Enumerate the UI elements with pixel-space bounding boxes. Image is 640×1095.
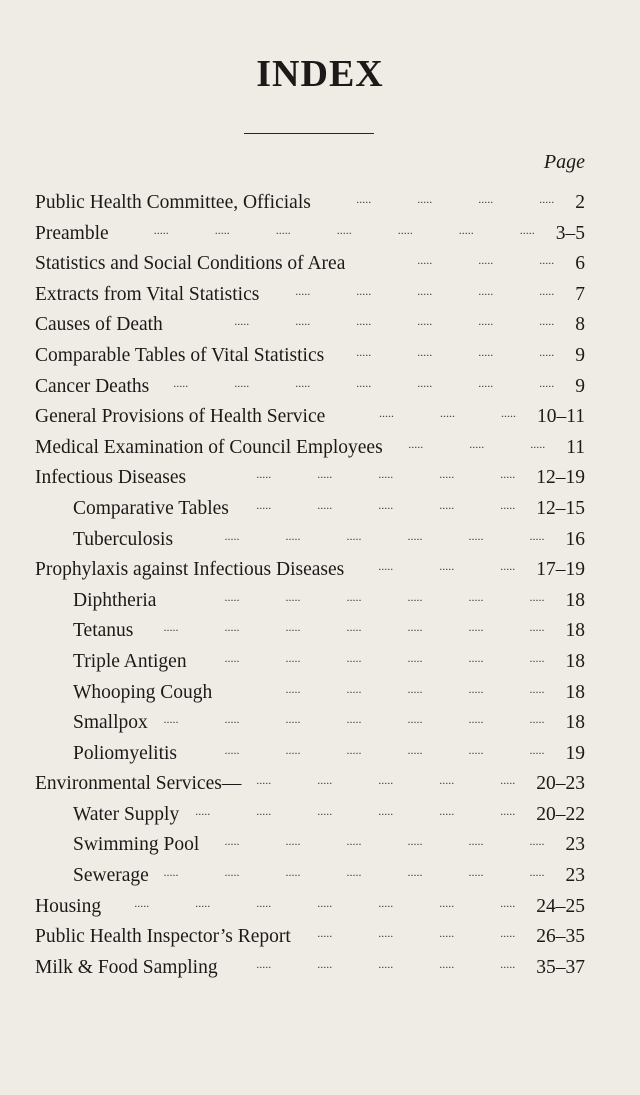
leader-dot-group: ..... — [539, 192, 555, 206]
leader-dot-group: ..... — [256, 895, 272, 910]
leader-dot-group: ..... — [417, 192, 433, 206]
leader-dot-group: ..... — [378, 895, 394, 910]
leader-dot-group: ..... — [439, 956, 455, 971]
index-entry — [0, 953, 640, 984]
leader-dot-group: ..... — [417, 314, 433, 329]
index-entry-page: 9 — [575, 344, 585, 366]
leader-dot-group: ..... — [478, 314, 494, 329]
leader-dot-group: ..... — [317, 926, 333, 941]
index-entry-page: 23 — [565, 834, 585, 856]
leader-dot-group: ..... — [407, 681, 423, 696]
index-entry-page: 12–15 — [536, 497, 585, 519]
index-entry-page: 24–25 — [536, 895, 585, 917]
index-entry-page: 17–19 — [536, 559, 585, 581]
index-entry-page: 23 — [565, 865, 585, 887]
index-entry-label: Comparable Tables of Vital Statistics — [35, 344, 325, 366]
leader-dot-group: ..... — [173, 375, 189, 390]
index-list — [0, 188, 640, 983]
leader-dot-group: ..... — [529, 650, 545, 665]
index-entry-page: 12–19 — [536, 467, 585, 489]
leader-dot-group: ..... — [378, 926, 394, 941]
leader-dot-group: ..... — [214, 222, 230, 237]
leader-dot-group: ..... — [195, 803, 211, 818]
leader-dot-group: ..... — [317, 773, 333, 788]
leader-dot-group: ..... — [285, 681, 301, 696]
page-column-heading: Page — [543, 151, 585, 173]
leader-dot-group: ..... — [417, 375, 433, 390]
index-entry-label: Causes of Death — [35, 314, 163, 336]
leader-dot-group: ..... — [500, 773, 516, 788]
leader-dot-group: ..... — [285, 865, 301, 880]
leader-dot-group: ..... — [529, 742, 545, 757]
leader-dot-group: ..... — [275, 222, 291, 237]
leader-dot-group: ..... — [439, 559, 455, 574]
leader-dot-group: ..... — [224, 865, 240, 880]
leader-dot-group: ..... — [539, 253, 555, 268]
leader-dot-group: ..... — [285, 528, 301, 543]
index-entry-label: Prophylaxis against Infectious Diseases — [35, 559, 345, 581]
leader-dot-group: ..... — [346, 742, 362, 757]
leader-dot-group: ..... — [346, 712, 362, 727]
leader-dot-group: ..... — [356, 192, 372, 206]
index-entry-label: Public Health Inspector’s Report — [35, 926, 291, 948]
leader-dot-group: ..... — [295, 283, 311, 298]
index-entry-label: Milk & Food Sampling — [35, 956, 218, 978]
leader-dot-group: ..... — [500, 926, 516, 941]
leader-dot-group: ..... — [134, 895, 150, 910]
leader-dot-group: ..... — [468, 865, 484, 880]
title-rule — [244, 133, 374, 134]
leader-dot-group: ..... — [478, 344, 494, 359]
leader-dot-group: ..... — [478, 283, 494, 298]
leader-dot-group: ..... — [378, 467, 394, 482]
leader-dot-group: ..... — [346, 865, 362, 880]
index-entry-page: 3–5 — [555, 222, 585, 244]
leader-dot-group: ..... — [285, 589, 301, 604]
leader-dot-group: ..... — [407, 589, 423, 604]
leader-dot-group: ..... — [539, 283, 555, 298]
leader-dot-group: ..... — [468, 834, 484, 849]
leader-dot-group: ..... — [407, 742, 423, 757]
index-entry-page: 18 — [565, 650, 585, 672]
leader-dot-group: ..... — [439, 497, 455, 512]
leader-dot-group: ..... — [224, 742, 240, 757]
leader-dot-group: ..... — [500, 467, 516, 482]
leader-dot-group: ..... — [317, 956, 333, 971]
leader-dot-group: ..... — [224, 834, 240, 849]
index-entry-label: Comparative Tables — [73, 497, 229, 519]
leader-dot-group: ..... — [224, 528, 240, 543]
leader-dot-group: ..... — [500, 497, 516, 512]
leader-dot-group: ..... — [468, 528, 484, 543]
index-entry-label: Water Supply — [73, 803, 180, 825]
leader-dot-group: ..... — [346, 681, 362, 696]
index-entry-page: 9 — [575, 375, 585, 397]
leader-dot-group: ..... — [224, 589, 240, 604]
leader-dot-group: ..... — [529, 589, 545, 604]
leader-dot-group: ..... — [378, 803, 394, 818]
leader-dot-group: ..... — [500, 895, 516, 910]
index-entry — [0, 525, 640, 556]
leader-dot-group: ..... — [346, 620, 362, 635]
leader-dot-group: ..... — [317, 467, 333, 482]
page-title: INDEX — [256, 53, 384, 95]
leader-dot-group: ..... — [336, 222, 352, 237]
index-entry-page: 18 — [565, 681, 585, 703]
leader-dot-group: ..... — [346, 528, 362, 543]
leader-dot-group: ..... — [539, 314, 555, 329]
leader-dot-group: ..... — [439, 773, 455, 788]
leader-dot-group: ..... — [224, 712, 240, 727]
index-entry-page: 16 — [565, 528, 585, 550]
index-entry-page: 20–22 — [536, 803, 585, 825]
leader-dot-group: ..... — [478, 192, 494, 206]
leader-dot-group: ..... — [407, 834, 423, 849]
index-entry — [0, 372, 640, 403]
leader-dot-group: ..... — [346, 650, 362, 665]
index-entry-page: 10–11 — [536, 406, 585, 428]
leader-dot-group: ..... — [468, 650, 484, 665]
leader-dot-group: ..... — [163, 865, 179, 880]
index-entry-label: Tetanus — [73, 620, 134, 642]
leader-dot-group: ..... — [407, 712, 423, 727]
index-entry-label: Statistics and Social Conditions of Area — [35, 253, 346, 275]
leader-dot-group: ..... — [500, 803, 516, 818]
leader-dot-group: ..... — [285, 620, 301, 635]
leader-dot-group: ..... — [163, 620, 179, 635]
leader-dot-group: ..... — [378, 559, 394, 574]
leader-dot-group: ..... — [317, 803, 333, 818]
leader-dot-group: ..... — [539, 375, 555, 390]
leader-dot-group: ..... — [256, 467, 272, 482]
leader-dot-group: ..... — [458, 222, 474, 237]
index-entry-label: Public Health Committee, Officials — [35, 192, 311, 213]
leader-dot-group: ..... — [529, 681, 545, 696]
leader-dot-group: ..... — [468, 712, 484, 727]
leader-dot-group: ..... — [285, 650, 301, 665]
index-entry-label: Diphtheria — [73, 589, 157, 611]
leader-dot-group: ..... — [468, 620, 484, 635]
leader-dot-group: ..... — [439, 467, 455, 482]
leader-dot-group: ..... — [285, 834, 301, 849]
leader-dot-group: ..... — [378, 956, 394, 971]
index-entry-page: 6 — [575, 253, 585, 275]
leader-dot-group: ..... — [195, 895, 211, 910]
index-entry-label: Extracts from Vital Statistics — [35, 283, 260, 305]
index-entry-label: Tuberculosis — [73, 528, 174, 550]
leader-dot-group: ..... — [478, 253, 494, 268]
index-entry-label: Whooping Cough — [73, 681, 213, 703]
leader-dot-group: ..... — [295, 314, 311, 329]
leader-dot-group: ..... — [417, 344, 433, 359]
index-entry-page: 19 — [565, 742, 585, 764]
leader-dot-group: ..... — [397, 222, 413, 237]
index-entry-label: Swimming Pool — [73, 834, 200, 856]
leader-dot-group: ..... — [407, 528, 423, 543]
index-entry-page: 8 — [575, 314, 585, 336]
index-entry-page: 20–23 — [536, 773, 585, 795]
leader-dot-group: ..... — [469, 436, 485, 451]
leader-dot-group: ..... — [439, 803, 455, 818]
leader-dot-group: ..... — [529, 834, 545, 849]
leader-dot-group: ..... — [408, 436, 424, 451]
index-entry-label: Cancer Deaths — [35, 375, 150, 397]
index-entry-page: 7 — [575, 283, 585, 305]
leader-dot-group: ..... — [234, 375, 250, 390]
index-entry-label: Poliomyelitis — [73, 742, 178, 764]
leader-dot-group: ..... — [407, 650, 423, 665]
leader-dot-group: ..... — [163, 712, 179, 727]
leader-dot-group: ..... — [356, 314, 372, 329]
leader-dot-group: ..... — [378, 773, 394, 788]
leader-dot-group: ..... — [539, 344, 555, 359]
leader-dot-group: ..... — [285, 712, 301, 727]
index-entry-page: 18 — [565, 589, 585, 611]
leader-dot-group: ..... — [407, 620, 423, 635]
leader-dot-group: ..... — [529, 528, 545, 543]
leader-dot-group: ..... — [519, 222, 535, 237]
leader-dot-group: ..... — [439, 406, 455, 421]
index-entry-page: 11 — [566, 436, 585, 458]
leader-dot-group: ..... — [478, 375, 494, 390]
index-entry-page: 35–37 — [536, 956, 585, 978]
leader-dot-group: ..... — [378, 406, 394, 421]
index-entry-page: 2 — [575, 192, 585, 213]
index-entry-label: Environmental Services— — [35, 773, 242, 795]
leader-dot-group: ..... — [295, 375, 311, 390]
leader-dot-group: ..... — [417, 253, 433, 268]
leader-dot-group: ..... — [529, 712, 545, 727]
index-entry-page: 26–35 — [536, 926, 585, 948]
index-entry — [0, 188, 640, 219]
index-entry-label: Infectious Diseases — [35, 467, 187, 489]
leader-dot-group: ..... — [500, 559, 516, 574]
leader-dot-group: ..... — [356, 344, 372, 359]
index-entry-label: Smallpox — [73, 712, 148, 734]
leader-dot-group: ..... — [224, 650, 240, 665]
leader-dot-group: ..... — [317, 497, 333, 512]
leader-dot-group: ..... — [468, 589, 484, 604]
leader-dot-group: ..... — [346, 834, 362, 849]
leader-dot-group: ..... — [256, 803, 272, 818]
index-entry-label: Medical Examination of Council Employees — [35, 436, 383, 458]
leader-dot-group: ..... — [439, 895, 455, 910]
index-entry-label: General Provisions of Health Service — [35, 406, 326, 428]
leader-dot-group: ..... — [468, 681, 484, 696]
leader-dot-group: ..... — [529, 865, 545, 880]
leader-dot-group: ..... — [256, 956, 272, 971]
leader-dot-group: ..... — [407, 865, 423, 880]
index-entry-label: Preamble — [35, 222, 109, 244]
leader-dot-group: ..... — [256, 773, 272, 788]
leader-dot-group: ..... — [500, 956, 516, 971]
index-entry-label: Sewerage — [73, 865, 149, 887]
leader-dot-group: ..... — [500, 406, 516, 421]
leader-dot-group: ..... — [529, 620, 545, 635]
index-entry-page: 18 — [565, 620, 585, 642]
index-entry-label: Triple Antigen — [73, 650, 187, 672]
leader-dot-group: ..... — [317, 895, 333, 910]
index-entry-label: Housing — [35, 895, 102, 917]
leader-dot-group: ..... — [153, 222, 169, 237]
leader-dot-group: ..... — [234, 314, 250, 329]
leader-dot-group: ..... — [468, 742, 484, 757]
leader-dot-group: ..... — [346, 589, 362, 604]
leader-dot-group: ..... — [256, 497, 272, 512]
leader-dot-group: ..... — [378, 497, 394, 512]
index-entry-page: 18 — [565, 712, 585, 734]
leader-dot-group: ..... — [530, 436, 546, 451]
leader-dot-group: ..... — [417, 283, 433, 298]
leader-dot-group: ..... — [356, 283, 372, 298]
leader-dot-group: ..... — [224, 620, 240, 635]
leader-dot-group: ..... — [356, 375, 372, 390]
leader-dot-group: ..... — [285, 742, 301, 757]
leader-dot-group: ..... — [439, 926, 455, 941]
